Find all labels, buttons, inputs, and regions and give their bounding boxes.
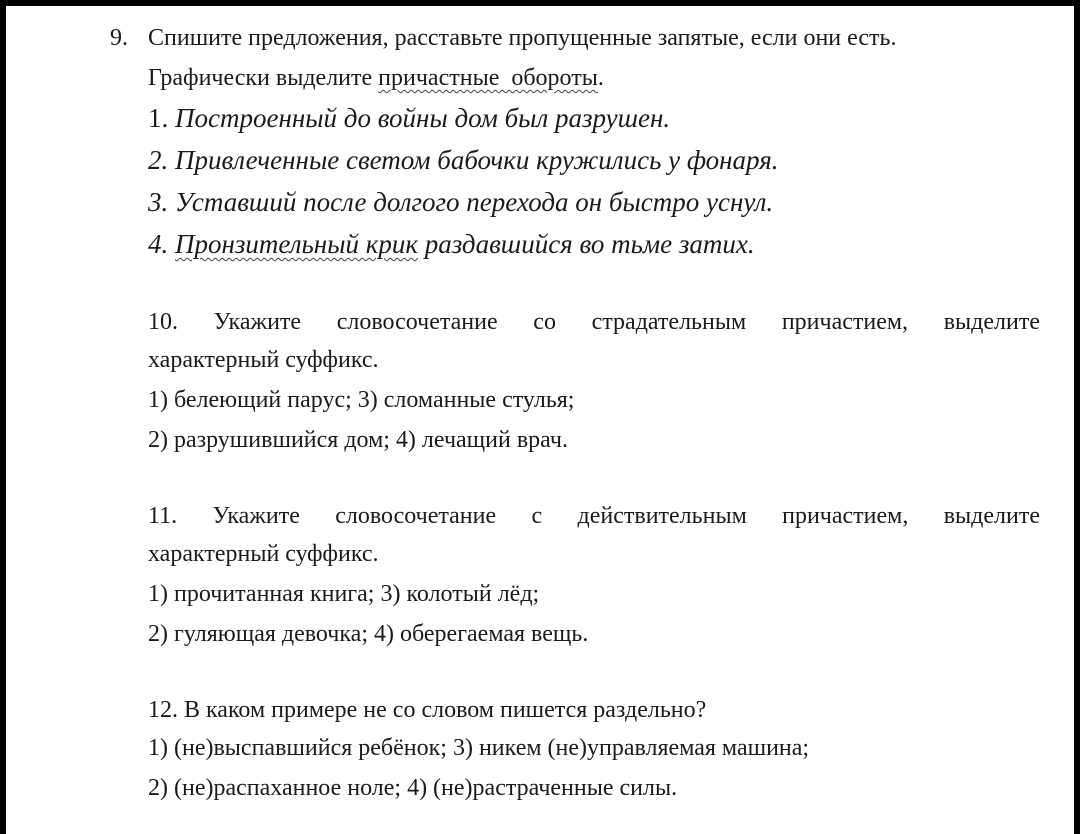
sentence-text: Уставший после долгого перехода он быстро уснул. (175, 187, 774, 217)
task11-options-line1: 1) прочитанная книга; 3) колотый лёд; (148, 581, 540, 607)
sentence-number: 1. (148, 103, 169, 133)
task9-sentence-4 (148, 228, 755, 260)
task9-instruction-line1: Спишите предложения, расставьте пропущенные запятые, если они есть. (148, 25, 897, 51)
sentence-number: 3. (148, 187, 169, 217)
task10-instruction-line1: 10. Укажите словосочетание со страдательным причастием, выделите (148, 309, 1040, 335)
task12-options-line2: 2) (не)распаханное ноле; 4) (не)растраченные силы. (148, 775, 678, 801)
task12-question: 12. В каком примере не со словом пишется раздельно? (148, 697, 707, 723)
task9-sentence-2 (148, 144, 779, 176)
task9-sentence-1 (148, 102, 670, 134)
task12-options-line1: 1) (не)выспавшийся ребёнок; 3) никем (не)управляемая машина; (148, 735, 810, 761)
task9-number: 9. (110, 25, 128, 51)
task9-line2-suffix: . (597, 65, 604, 91)
sentence-text: Привлеченные светом бабочки кружились у фонаря. (175, 145, 779, 175)
task9-instruction-line2 (148, 64, 604, 92)
task10-options-line2: 2) разрушившийся дом; 4) лечащий врач. (148, 427, 568, 453)
sentence-number: 4. (148, 229, 169, 259)
task9-underlined-term: причастные обороты (378, 65, 598, 91)
sentence-number: 2. (148, 145, 169, 175)
task10-options-line1: 1) белеющий парус; 3) сломанные стулья; (148, 387, 575, 413)
task11-instruction-line1: 11. Укажите словосочетание с действительным причастием, выделите (148, 503, 1040, 529)
sentence-underlined-phrase: Пронзительный крик (175, 229, 418, 259)
task11-options-line2: 2) гуляющая девочка; 4) оберегаемая вещь. (148, 621, 589, 647)
task9-sentence-3 (148, 186, 773, 218)
task10-instruction-line2: характерный суффикс. (148, 347, 379, 373)
sentence-text: Построенный до войны дом был разрушен. (175, 103, 671, 133)
sentence-text: раздавшийся во тьме затих. (418, 229, 755, 259)
worksheet-page (6, 6, 1074, 834)
task11-instruction-line2: характерный суффикс. (148, 541, 379, 567)
task9-line2-prefix: Графически выделите (148, 65, 379, 91)
